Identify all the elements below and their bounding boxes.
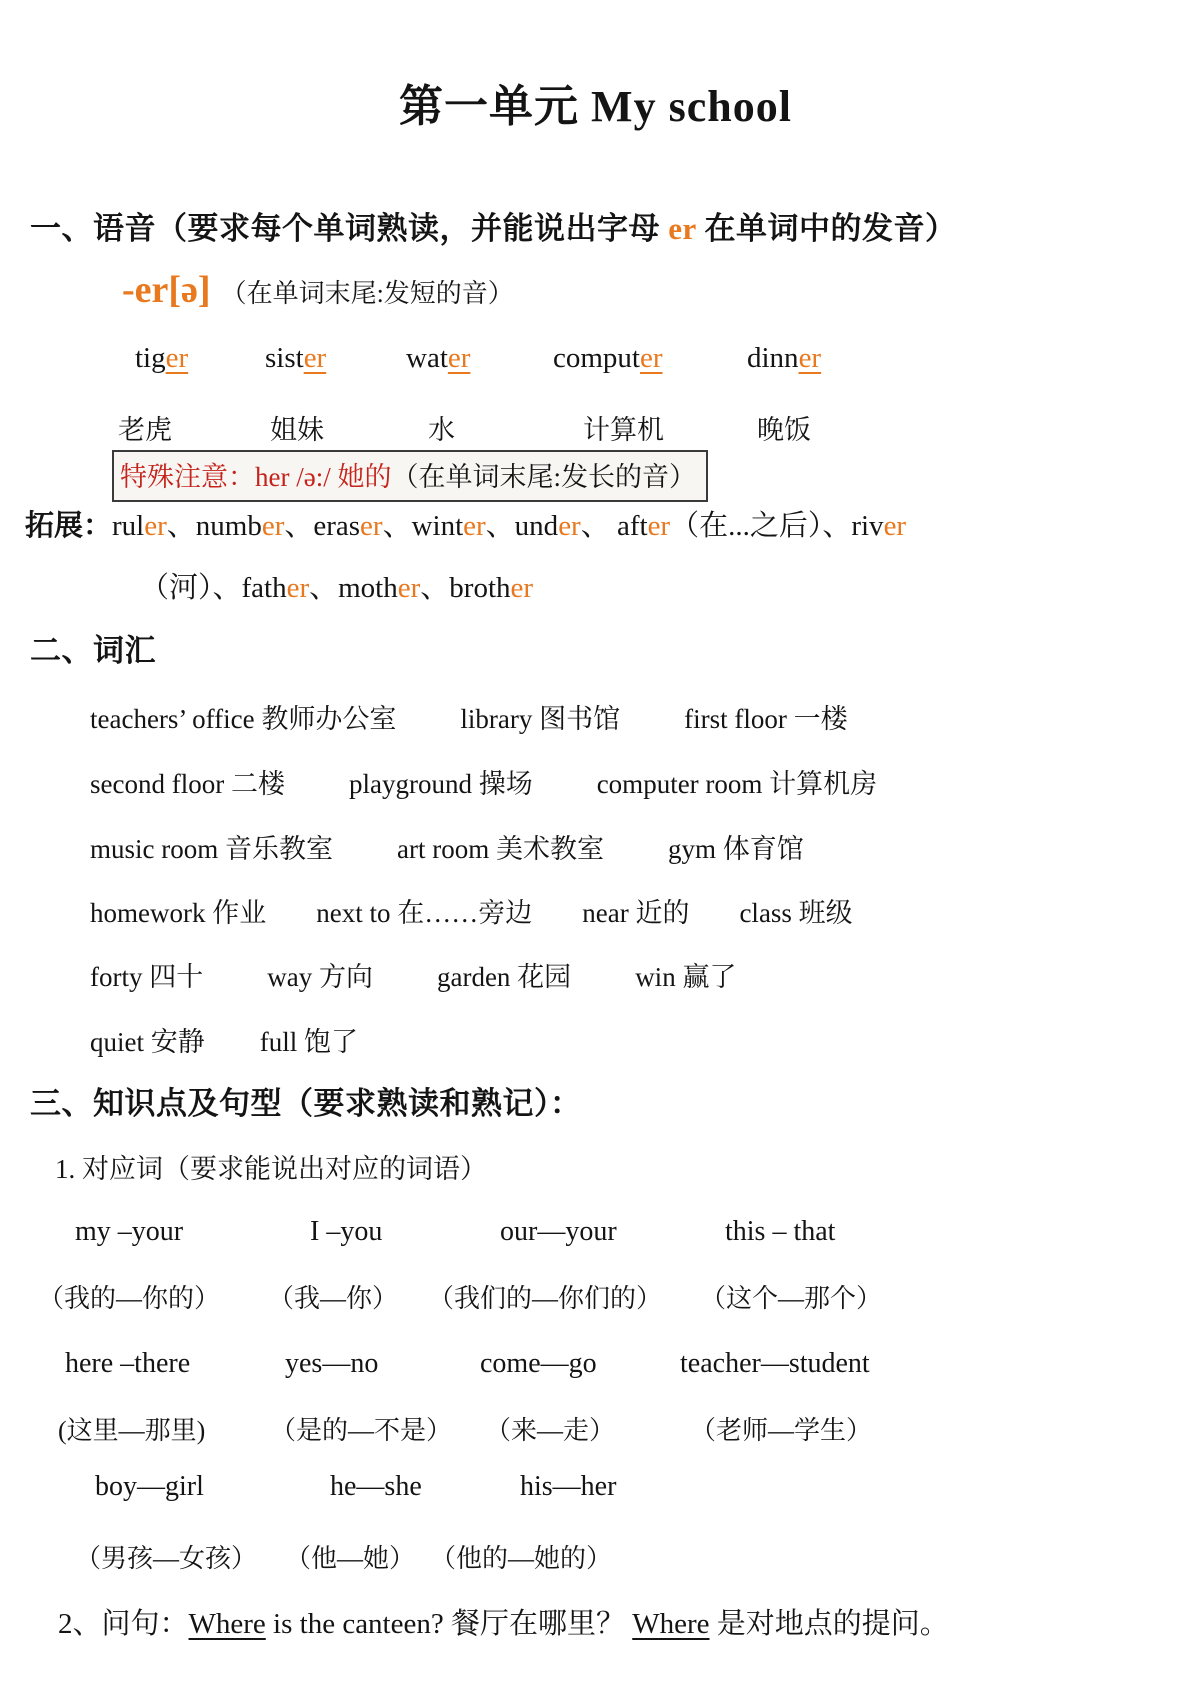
pair-cn-his-her: （他的—她的）	[430, 1544, 613, 1573]
pair-cn-our-your: （我们的—你们的）	[428, 1284, 663, 1313]
vocab-item: second floor 二楼	[90, 769, 285, 799]
pair-our-your: our—your	[500, 1216, 617, 1247]
vocab-item: music room 音乐教室	[90, 834, 333, 864]
vocab-row-1	[90, 697, 848, 736]
extension-line-2: （河）、father、mother、brother	[140, 572, 534, 604]
pair-i-you: I –you	[310, 1216, 383, 1247]
vocab-item: library 图书馆	[460, 704, 621, 734]
word-dinner: dinner	[747, 342, 822, 374]
vocab-item: homework 作业	[90, 898, 267, 928]
er-rule-line	[122, 268, 514, 312]
vocab-item: gym 体育馆	[667, 834, 804, 864]
vocab-item: teachers’ office 教师办公室	[90, 704, 397, 734]
knowledge-item2-sentence: 2、问句：Where is the canteen? 餐厅在哪里？ Where 是对地点的提问。	[58, 1608, 949, 1640]
vocab-row-2	[90, 762, 877, 801]
vocab-item: class 班级	[739, 898, 853, 928]
special-note-box	[112, 450, 708, 502]
meaning-tiger: 老虎	[118, 415, 172, 445]
extension-line-1: 拓展：ruler、number、eraser、winter、under、 after（在...之后）、river	[25, 510, 907, 542]
pair-come-go: come—go	[480, 1348, 597, 1379]
pair-boy-girl: boy—girl	[95, 1471, 204, 1502]
vocab-item: forty 四十	[90, 962, 204, 992]
meaning-water: 水	[428, 415, 455, 445]
pair-cn-my-your: （我的—你的）	[38, 1284, 221, 1313]
word-sister: sister	[265, 342, 327, 374]
pair-cn-i-you: （我—你）	[268, 1284, 399, 1313]
vocab-row-4	[90, 891, 853, 930]
vocab-item: computer room 计算机房	[596, 769, 878, 799]
meaning-dinner: 晚饭	[757, 415, 811, 445]
pair-here-there: here –there	[65, 1348, 191, 1379]
pair-this-that: this – that	[725, 1216, 836, 1247]
pair-teacher-student: teacher—student	[680, 1348, 870, 1379]
pair-his-her: his—her	[520, 1471, 617, 1502]
vocab-item: first floor 一楼	[684, 704, 848, 734]
vocab-item: next to 在……旁边	[316, 898, 533, 928]
vocab-item: way 方向	[267, 962, 373, 992]
vocab-item: garden 花园	[436, 962, 572, 992]
pair-cn-this-that: （这个—那个）	[700, 1284, 883, 1313]
vocab-item: win 赢了	[635, 962, 737, 992]
pair-cn-he-she: （他—她）	[285, 1544, 416, 1573]
knowledge-item1-label: 1. 对应词（要求能说出对应的词语）	[55, 1154, 487, 1184]
er-phoneme-note: （在单词末尾:发短的音）	[220, 279, 514, 308]
word-tiger: tiger	[135, 342, 189, 374]
pair-yes-no: yes—no	[285, 1348, 379, 1379]
special-note-black-text: （在单词末尾:发长的音）	[391, 462, 696, 492]
pair-cn-come-go: （来—走）	[485, 1416, 616, 1445]
pair-he-she: he—she	[330, 1471, 422, 1502]
word-water: water	[406, 342, 471, 374]
vocab-row-6	[90, 1020, 358, 1059]
section2-heading: 二、词汇	[30, 633, 156, 668]
vocab-row-3	[90, 827, 804, 866]
meaning-computer: 计算机	[583, 415, 664, 445]
vocab-item: art room 美术教室	[397, 834, 604, 864]
special-note-red-text: 特殊注意：her /ə:/ 她的	[120, 462, 392, 492]
pair-cn-yes-no: （是的—不是）	[270, 1416, 453, 1445]
vocab-item: full 饱了	[259, 1027, 358, 1057]
pair-cn-boy-girl: （男孩—女孩）	[75, 1544, 258, 1573]
section1-heading: 一、语音（要求每个单词熟读，并能说出字母 er 在单词中的发音）	[30, 211, 957, 246]
vocab-item: near 近的	[582, 898, 690, 928]
meaning-sister: 姐妹	[270, 415, 324, 445]
vocab-item: quiet 安静	[90, 1027, 205, 1057]
vocab-row-5	[90, 955, 736, 994]
section3-heading: 三、知识点及句型（要求熟读和熟记）：	[30, 1086, 582, 1121]
vocab-item: playground 操场	[348, 769, 533, 799]
pair-my-your: my –your	[75, 1216, 184, 1247]
pair-cn-teacher-student: （老师—学生）	[690, 1416, 873, 1445]
er-phoneme-label: -er[ə]	[122, 269, 211, 311]
page-title: 第一单元 My school	[399, 82, 792, 131]
pair-cn-here-there: (这里—那里)	[58, 1416, 206, 1445]
word-computer: computer	[553, 342, 663, 374]
